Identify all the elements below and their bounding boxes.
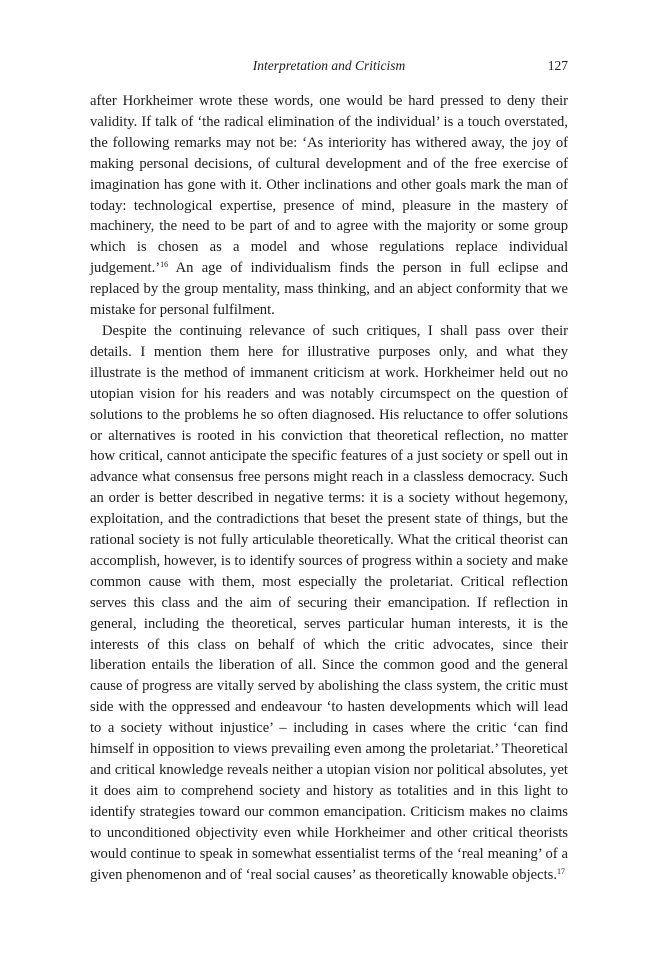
running-title: Interpretation and Criticism	[252, 58, 406, 73]
paragraph-2	[90, 321, 568, 885]
page-number: 127	[547, 58, 568, 73]
running-head	[90, 58, 568, 78]
paragraph-1-text-a: after Horkheimer wrote these words, one would be hard pressed to deny their validity. If talk of ‘the radical elimination of the individual’ is a touch overstated, the following remarks may not be: ‘As interiority has withered away, the joy of making personal decisions, of cultural development and of the free exercise of imagination has gone with it. Other inclinations and other goals mark the man of today: technological expertise, presence of mind, pleasure in the mastery of machinery, the need to be part of and to agree with the majority or some group which is chosen as a model and whose regulations replace individual judgement.’	[90, 93, 568, 277]
footnote-ref-17: 17	[556, 866, 565, 876]
paragraph-1	[90, 91, 568, 321]
paragraph-2-text: Despite the continuing relevance of such critiques, I shall pass over their details. I mention them here for illustrative purposes only, and what they illustrate is the method of immanent criticism at work. Horkheimer held out no utopian vision for his readers and was notably circumspect on the question of solutions to the problems he so often diagnosed. His reluctance to offer solutions or alternatives is rooted in his conviction that theoretical reflection, no matter how critical, cannot anticipate the specific features of a just society or spell out in advance what consensus free persons might reach in a classless democracy. Such an order is better described in negative terms: it is a society without hegemony, exploitation, and the contradictions that beset the present state of things, but the rational society is not fully articulable theoretically. What the critical theorist can accomplish, however, is to identify sources of progress within a society and make common cause with them, most especially the proletariat. Critical reflection serves this class and the aim of securing their emancipation. If reflection in general, including the theoretical, serves particular human interests, it is the interests of this class on behalf of which the critic advocates, since their liberation entails the liberation of all. Since the common good and the general cause of progress are vitally served by abolishing the class system, the critic must side with the oppressed and endeavour ‘to hasten developments which will lead to a society without injustice’ – including in cases where the critic ‘can find himself in opposition to views prevailing even among the proletariat.’ Theoretical and critical knowledge reveals neither a utopian vision nor political absolutes, yet it does aim to comprehend society and history as totalities and in this light to identify strategies toward our common emancipation. Criticism makes no claims to unconditioned objectivity even while Horkheimer and other critical theorists would continue to speak in somewhat essentialist terms of the ‘real meaning’ of a given phenomenon and of ‘real social causes’ as theoretically knowable objects.	[90, 322, 568, 883]
paragraph-1-text-b: An age of individualism finds the person in full eclipse and replaced by the group mentality, mass thinking, and an abject conformity that we mistake for personal fulfilment.	[90, 260, 568, 319]
footnote-ref-16: 16	[160, 260, 169, 270]
body-text	[90, 91, 568, 885]
